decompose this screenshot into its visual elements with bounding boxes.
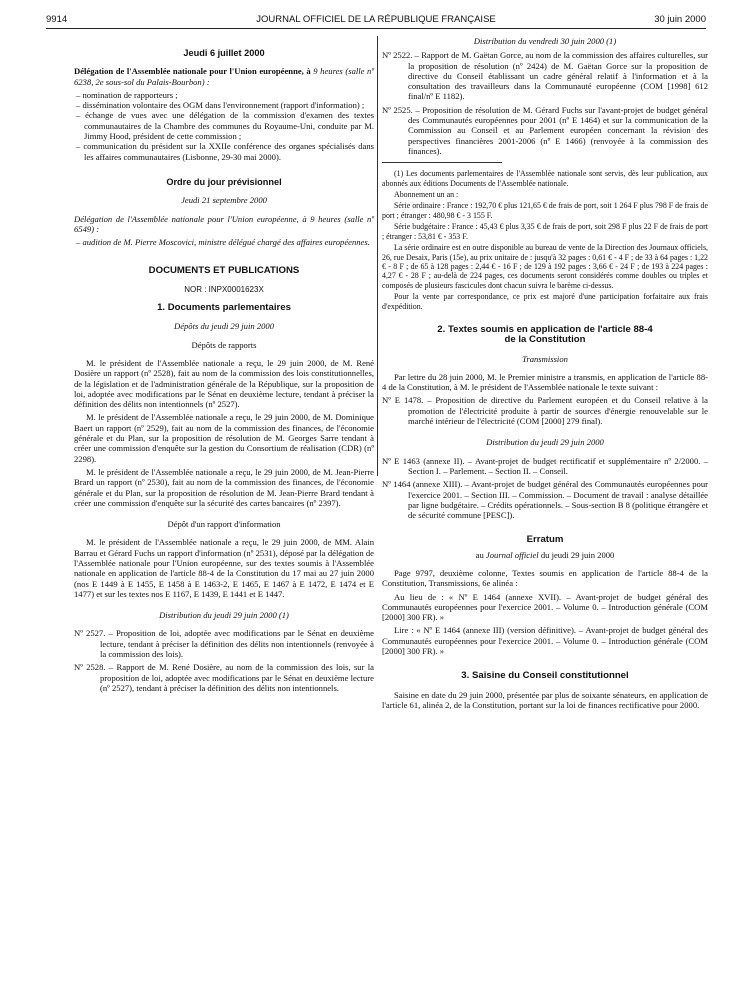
document-entry: Nº 2525. – Proposition de résolution de M. Gérard Fuchs sur l'avant-projet de budget général des Communautés européennes pour 2001 (nº E 1464) et sur la communication de la Commission au Conseil et au Parlement européen concernant la révision des perspectives financières 2001-2006 (nº E 1466) (renvoyée à la commission des finances).: [382, 104, 708, 156]
paragraph: Lire : « Nº E 1464 (annexe III) (version définitive). – Avant-projet de budget général des Communautés européennes pour l'exercice 2001. – Volume 0. – Introduction générale (COM [2000] 300 FR). »: [382, 625, 708, 657]
delegation-heading: Délégation de l'Assemblée nationale pour l'Union européenne, à 9 heures (salle nº 6238, 2e sous-sol du Palais-Bourbon) :: [74, 66, 374, 87]
agenda-item: – nomination de rapporteurs ;: [76, 89, 178, 100]
document-entry: Nº 2522. – Rapport de M. Gaëtan Gorce, au nom de la commission des affaires culturelles, sur la proposition de résolution (nº 2424) de M. Gaëtan Gorce sur la proposition de directive du Conseil établissant un cadre général relatif à l'information et à la consultation des travailleurs dans la Communauté européenne (COM [1998] 612 final/nº E 1182).: [382, 50, 708, 102]
left-column: [74, 36, 374, 696]
column-divider: [377, 36, 378, 476]
journal-title: JOURNAL OFFICIEL DE LA RÉPUBLIQUE FRANÇAISE: [256, 14, 496, 25]
agenda-item: – dissémination volontaire des OGM dans l'environnement (rapport d'information) ;: [76, 100, 365, 111]
paragraph: Par lettre du 28 juin 2000, M. le Premier ministre a transmis, en application de l'article 88-4 de la Constitution, à M. le président de l'Assemblée nationale le texte suivant :: [382, 371, 708, 393]
ordre-du-jour-heading: Ordre du jour prévisionnel: [166, 176, 282, 187]
document-entry: Nº E 1478. – Proposition de directive du Parlement européen et du Conseil relative à la promotion de l'électricité produite à partir de sources d'énergie renouvelable sur le marché intérieur de l'électricité (COM [2000] 279 final).: [382, 395, 708, 427]
section2-heading: 2. Textes soumis en application de l'article 88-4 de la Constitution: [437, 323, 653, 346]
document-entry: Nº 2527. – Proposition de loi, adoptée avec modifications par le Sénat en deuxième lecture, tendant à préciser la définition des délits non intentionnels (renvoyée à la commission des lois).: [74, 628, 374, 660]
issue-date: 30 juin 2000: [654, 14, 706, 25]
agenda-item: – échange de vues avec une délégation de la commission d'examen des textes communautaires de la Chambre des communes du Royaume-Uni, conduite par M. Jimmy Hood, président de cette commission ;: [76, 110, 374, 142]
depot-info-heading: Dépôt d'un rapport d'information: [167, 519, 281, 530]
section1-heading: 1. Documents parlementaires: [157, 302, 291, 314]
paragraph: Saisine en date du 29 juin 2000, présentée par plus de soixante sénateurs, en application de l'article 61, alinéa 2, de la Constitution, portant sur la loi de finances rectificative pour 2000.: [382, 689, 708, 710]
agenda-list: [74, 90, 374, 162]
distribution-jeudi-heading: Distribution du jeudi 29 juin 2000: [486, 437, 604, 448]
document-entry: Nº 2528. – Rapport de M. René Dosière, au nom de la commission des lois, sur la proposition de loi, adoptée avec modifications par le Sénat en deuxième lecture (nº 2527), tendant à préciser la définition des délits non intentionnels.: [74, 662, 374, 693]
footnote-rule: [382, 162, 502, 163]
paragraph: Page 9797, deuxième colonne, Textes soumis en application de l'article 88-4 de la Constitution, Transmissions, 6e alinéa :: [382, 568, 708, 589]
erratum-heading: Erratum: [526, 534, 564, 546]
page-header: [46, 14, 706, 29]
footnote: (1) Les documents parlementaires de l'Assemblée nationale sont servis, dès leur publication, aux abonnés aux éditions Documents de l'Assemblée nationale. Abonnement un an : Série ordinaire : France : 192,70 € plus 121,65 € de frais de port, soit 1 264 F plus 798 F de frais de port ; étranger : 480,98 € - 3 155 F. Série budgétaire : France : 45,43 € plus 3,35 € de frais de port, soit 298 F plus 22 F de frais de port ; étranger : 53,81 € - 353 F. La série ordinaire est en outre disponible au bureau de vente de la Direction des Journaux officiels, 26, rue Desaix, Paris (15e), au prix unitaire de : jusqu'à 32 pages : 0,61 € - 4 F ; de 33 à 64 pages : 1,22 € - 8 F ; de 65 à 128 pages : 2,44 € - 16 F ; de 129 à 192 pages : 3,66 € - 24 F ; de 193 à 224 pages : 4,27 € - 28 F ; au-delà de 224 pages, ces documents seront considérés comme doubles ou triples et composés de plusieurs fascicules dont chacun suivra le barème ci-dessus. Pour la vente par correspondance, ce prix est majoré d'une participation forfaitaire aux frais d'expédition.: [382, 169, 708, 311]
session-date-heading: Jeudi 6 juillet 2000: [183, 48, 265, 58]
page-number: 9914: [46, 14, 68, 25]
paragraph: M. le président de l'Assemblée nationale a reçu, le 29 juin 2000, de M. Jean-Pierre Brard un rapport (nº 2530), fait au nom de la commission des finances, de l'économie générale et du Plan, sur la proposition de résolution de M. Jean-Pierre Brard tendant à créer une commission d'enquête sur la sécurité des cartes bancaires (nº 2397).: [74, 466, 374, 508]
nor-reference: NOR : INPX0001623X: [184, 284, 264, 294]
distribution-jeudi-heading: Distribution du jeudi 29 juin 2000 (1): [159, 610, 289, 621]
audition-item: – audition de M. Pierre Moscovici, ministre délégué chargé des affaires européennes.: [76, 237, 370, 248]
paragraph: M. le président de l'Assemblée nationale a reçu, le 29 juin 2000, de MM. Alain Barrau et Gérard Fuchs un rapport d'information (nº 2531), déposé par la délégation de l'Assemblée nationale pour l'Union européenne, sur des textes soumis à l'Assemblée nationale en application de l'article 88-4 de la Constitution du 17 mai au 27 juin 2000 (nos E 1449 à E 1455, E 1458 à E 1463-2, E 1465, E 1467 à E 1472, E 1474 et E 1477) et sur les textes nos E 1167, E 1439, E 1441 et E 1447.: [74, 537, 374, 599]
paragraph: Au lieu de : « Nº E 1464 (annexe XVII). – Avant-projet de budget général des Communautés européennes pour l'exercice 2001. – Volume 0. – Introduction générale (COM [2000] 300 FR). »: [382, 591, 708, 623]
depots-date: Dépôts du jeudi 29 juin 2000: [173, 321, 275, 332]
transmission-heading: Transmission: [522, 353, 568, 364]
depots-rapports-heading: Dépôts de rapports: [191, 339, 257, 350]
distribution-vendredi-heading: Distribution du vendredi 30 juin 2000 (1): [473, 36, 617, 46]
jeudi21-date: Jeudi 21 septembre 2000: [181, 195, 267, 206]
right-column: [382, 36, 708, 713]
document-entry: Nº 1464 (annexe XIII). – Avant-projet de budget général des Communautés européennes pour l'exercice 2001. – Section III. – Commission. – Document de travail : analyse détaillée par ligne budgétaire. – Crédits opérationnels. – Sous-section B 8 (politique étrangère et de sécurité commune [PESC]).: [382, 479, 708, 521]
document-entry: Nº E 1463 (annexe II). – Avant-projet de budget rectificatif et supplémentaire nº 2/2000. – Section I. – Parlement. – Section II. – Conseil.: [382, 455, 708, 476]
delegation2: Délégation de l'Assemblée nationale pour l'Union européenne, à 9 heures (salle nº 6549) :: [74, 213, 374, 234]
section3-heading: 3. Saisine du Conseil constitutionnel: [461, 670, 629, 682]
paragraph: M. le président de l'Assemblée nationale a reçu, le 29 juin 2000, de M. René Dosière un rapport (nº 2528), fait au nom de la commission des lois constitutionnelles, de la législation et de l'administration générale de la République, sur la proposition de loi, adoptée avec modifications par le Sénat en deuxième lecture, tendant à préciser la définition des délits non intentionnels (nº 2527).: [74, 357, 374, 410]
erratum-subheading: au Journal officiel du jeudi 29 juin 2000: [475, 549, 615, 560]
documents-publications-heading: DOCUMENTS ET PUBLICATIONS: [148, 265, 300, 277]
agenda-item: – communication du président sur la XXIIe conférence des organes spécialisés dans les affaires communautaires (Lisbonne, 29-30 mai 2000).: [76, 141, 374, 162]
paragraph: M. le président de l'Assemblée nationale a reçu, le 29 juin 2000, de M. Dominique Baert un rapport (nº 2529), fait au nom de la commission des finances, de l'économie générale et du Plan, sur la proposition de résolution de M. Georges Sarre tendant à créer une commission d'enquête sur la gestion du Consortium de réalisation (CDR) (nº 2298).: [74, 412, 374, 464]
